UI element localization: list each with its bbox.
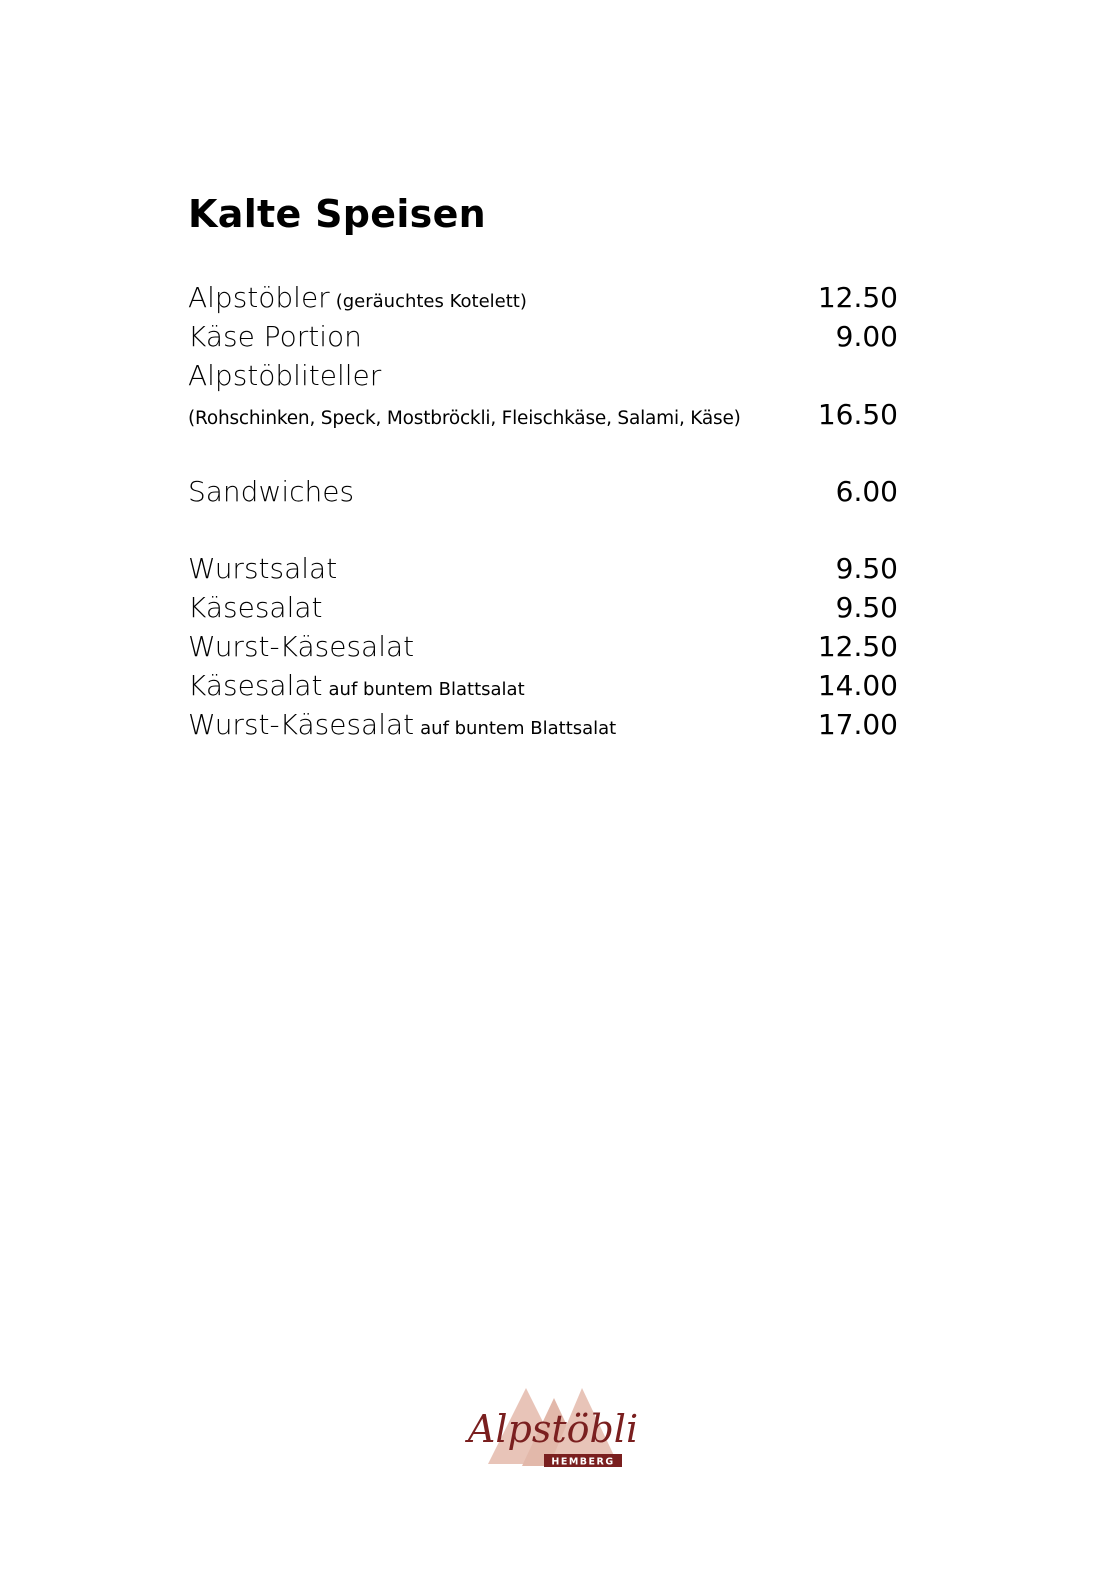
item-price: 6.00: [835, 475, 898, 508]
section-gap: [188, 511, 898, 549]
section-gap: [188, 434, 898, 472]
logo-wordmark: Alpstöbli: [467, 1407, 639, 1451]
item-label: [188, 356, 381, 395]
item-name: Käse Portion: [188, 320, 362, 353]
item-label: [188, 705, 616, 748]
item-label: [188, 278, 527, 321]
item-price: 16.50: [817, 398, 898, 431]
menu-list: [188, 278, 898, 744]
item-price: 9.50: [835, 591, 898, 624]
item-label: [188, 399, 741, 438]
menu-item: [188, 666, 898, 705]
item-label: [188, 627, 414, 666]
item-label: [188, 666, 525, 709]
item-name: Wurstsalat: [188, 552, 338, 585]
menu-item: [188, 472, 898, 511]
item-label: [188, 549, 337, 588]
menu-item: [188, 627, 898, 666]
item-name: Sandwiches: [188, 475, 355, 508]
item-price: 9.50: [835, 552, 898, 585]
menu-item: [188, 588, 898, 627]
item-price: 9.00: [835, 320, 898, 353]
page-title: Kalte Speisen: [188, 192, 486, 236]
item-price: 12.50: [817, 630, 898, 663]
menu-item: [188, 395, 898, 434]
menu-item: [188, 356, 898, 395]
item-name: Wurst-Käsesalat: [188, 630, 415, 663]
item-price: 12.50: [817, 281, 898, 314]
menu-item: [188, 705, 898, 744]
menu-item: [188, 317, 898, 356]
item-label: [188, 317, 362, 356]
item-price: 14.00: [817, 669, 898, 702]
logo-subtext: HEMBERG: [551, 1456, 615, 1468]
item-price: 17.00: [817, 708, 898, 741]
menu-item: [188, 549, 898, 588]
menu-item: [188, 278, 898, 317]
item-note: (Rohschinken, Speck, Mostbröckli, Fleischkäse, Salami, Käse): [188, 408, 741, 429]
item-note: auf buntem Blattsalat: [420, 718, 617, 739]
item-name: Wurst-Käsesalat: [188, 708, 415, 741]
item-name: Alpstöbler: [188, 281, 330, 314]
item-name: Käsesalat: [188, 591, 323, 624]
item-note: auf buntem Blattsalat: [328, 679, 525, 700]
item-label: [188, 472, 354, 511]
restaurant-logo: [467, 1384, 639, 1472]
item-note: (geräuchtes Kotelett): [335, 291, 527, 312]
item-label: [188, 588, 323, 627]
logo-graphic: [467, 1384, 639, 1472]
item-name: Alpstöbliteller: [188, 359, 382, 392]
item-name: Käsesalat: [188, 669, 323, 702]
